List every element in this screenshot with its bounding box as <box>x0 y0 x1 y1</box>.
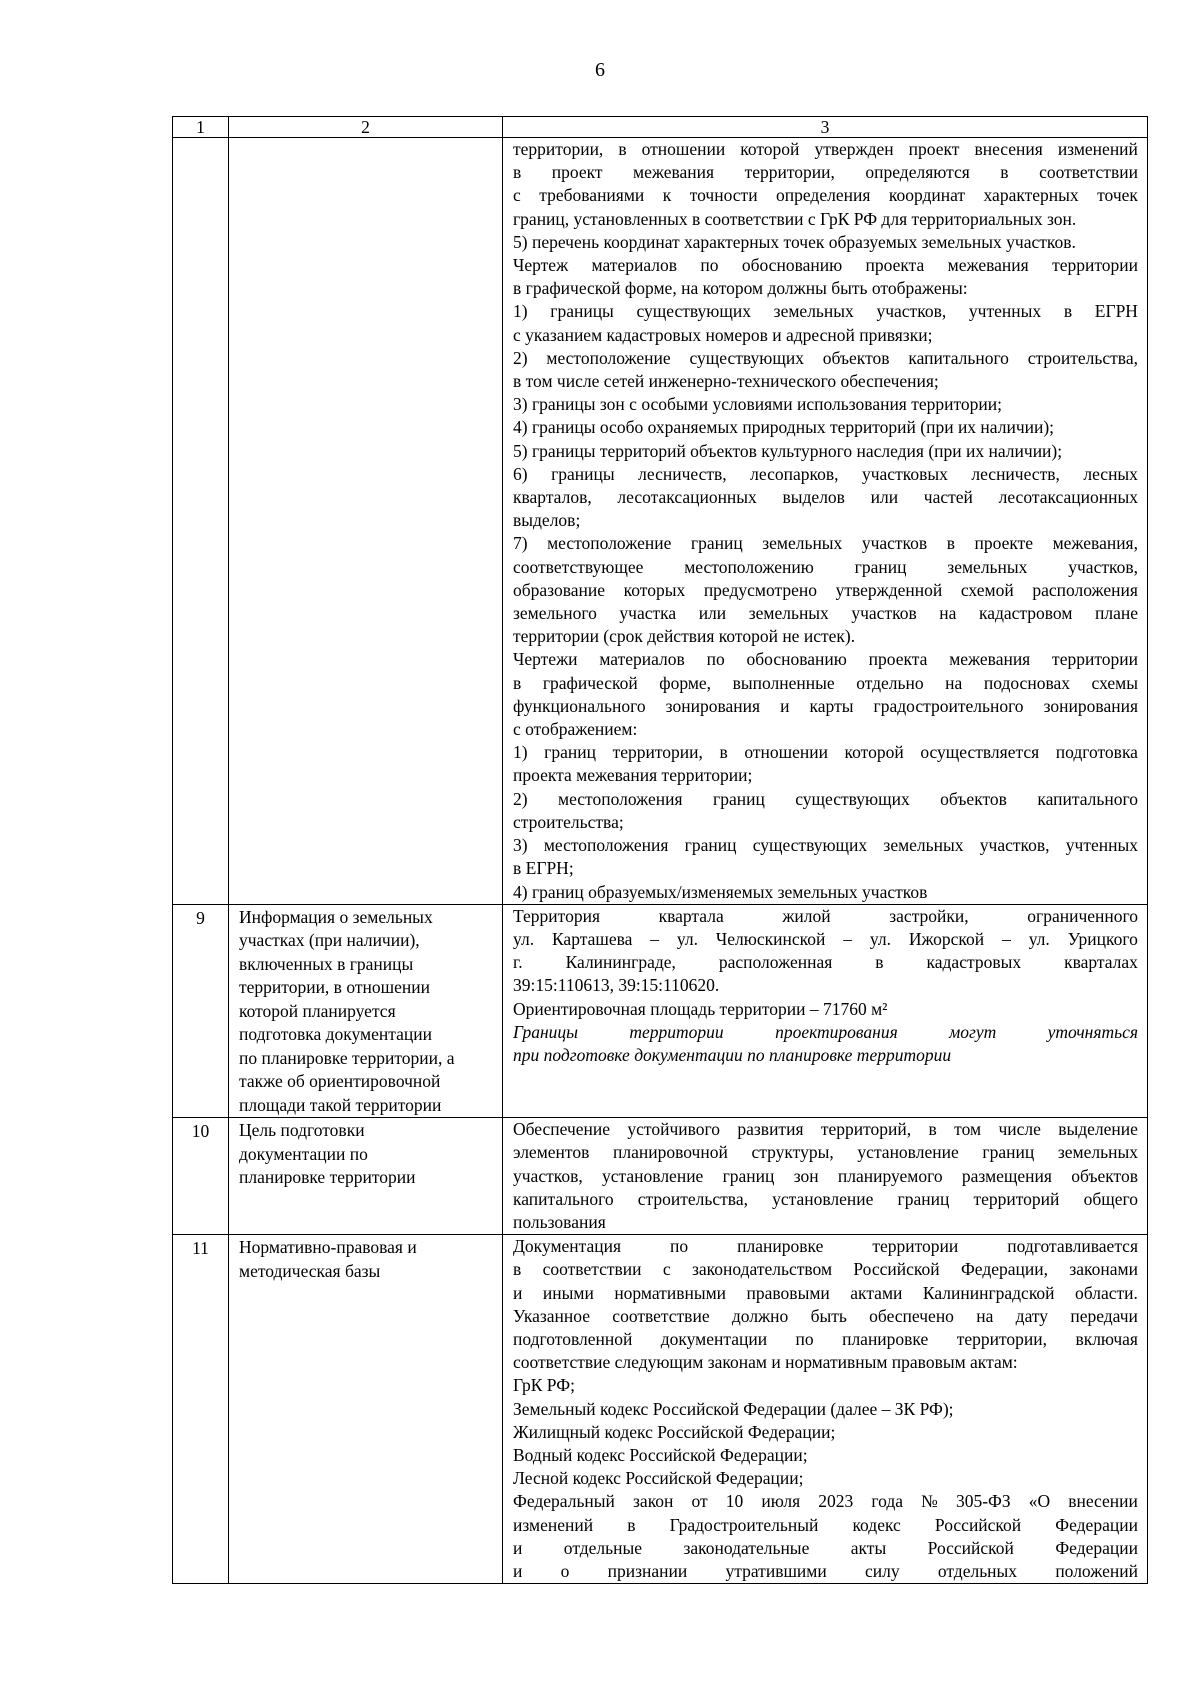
table-row <box>173 1235 1148 1584</box>
content-line: выделов; <box>513 510 581 531</box>
content-line: соответствующее местоположению границ земельных участков, <box>513 556 1138 577</box>
content-line: пользования <box>513 1212 606 1233</box>
content-line: в проект межевания территории, определяются в соответствии <box>513 162 1138 183</box>
table-row <box>173 904 1148 1118</box>
header-col-2: 2 <box>229 117 503 138</box>
content-line: 3) местоположения границ существующих земельных участков, учтенных <box>513 835 1138 856</box>
content-line: Чертежи материалов по обоснованию проекта межевания территории <box>513 649 1138 670</box>
content-line: Водный кодекс Российской Федерации; <box>513 1445 808 1466</box>
row-content-cell <box>503 138 1148 905</box>
row-name-line: документации по <box>239 1143 368 1164</box>
content-line: с отображением: <box>513 719 638 740</box>
content-line: образование которых предусмотрено утвержденной схемой расположения <box>513 579 1138 600</box>
row-name-cell <box>229 1235 503 1584</box>
content-line: в соответствии с законодательством Российской Федерации, законами <box>513 1259 1138 1280</box>
row-name-line: которой планируется <box>239 1000 396 1021</box>
content-line: 39:15:110613, 39:15:110620. <box>513 975 720 996</box>
content-line: Обеспечение устойчивого развития территорий, в том числе выделение <box>513 1119 1138 1140</box>
content-line: 4) границ образуемых/изменяемых земельных участков <box>513 881 928 902</box>
content-line: с требованиями к точности определения координат характерных точек <box>513 185 1138 206</box>
content-line: территории (срок действия которой не истек). <box>513 626 856 647</box>
content-line: г. Калининграде, расположенная в кадастровых кварталах <box>513 952 1138 973</box>
content-line: 2) местоположение существующих объектов капитального строительства, <box>513 347 1138 368</box>
content-line: элементов планировочной структуры, установление границ земельных <box>513 1142 1138 1163</box>
content-line: 5) границы территорий объектов культурного наследия (при их наличии); <box>513 440 1063 461</box>
content-line: Территория квартала жилой застройки, ограниченного <box>513 905 1138 926</box>
content-line: изменений в Градостроительный кодекс Российской Федерации <box>513 1514 1138 1535</box>
content-line: ул. Карташева – ул. Челюскинской – ул. Ижорской – ул. Урицкого <box>513 928 1138 949</box>
content-line: проекта межевания территории; <box>513 765 753 786</box>
content-line: 2) местоположения границ существующих объектов капитального <box>513 788 1138 809</box>
header-col-3: 3 <box>503 117 1148 138</box>
content-line: 1) границ территории, в отношении которой осуществляется подготовка <box>513 742 1138 763</box>
row-number-cell <box>173 138 229 905</box>
header-col-1: 1 <box>173 117 229 138</box>
content-line: Лесной кодекс Российской Федерации; <box>513 1468 804 1489</box>
row-number-cell: 10 <box>173 1118 229 1235</box>
content-line: Жилищный кодекс Российской Федерации; <box>513 1421 836 1442</box>
content-line: Чертеж материалов по обоснованию проекта межевания территории <box>513 255 1138 276</box>
content-line: границ, установленных в соответствии с ГрК РФ для территориальных зон. <box>513 208 1077 229</box>
table-row <box>173 1118 1148 1235</box>
row-name-line: территории, в отношении <box>239 977 430 998</box>
row-content-cell <box>503 904 1148 1118</box>
content-line: 3) границы зон с особыми условиями использования территории; <box>513 394 1003 415</box>
row-name-line: Цель подготовки <box>239 1120 365 1141</box>
content-line: с указанием кадастровых номеров и адресной привязки; <box>513 324 933 345</box>
content-line: земельного участка или земельных участков на кадастровом плане <box>513 603 1138 624</box>
content-line: в ЕГРН; <box>513 858 574 879</box>
row-name-line: также об ориентировочной <box>239 1071 441 1092</box>
row-name-line: площади такой территории <box>239 1094 442 1115</box>
content-line: 6) границы лесничеств, лесопарков, участковых лесничеств, лесных <box>513 463 1138 484</box>
content-line: при подготовке документации по планировке территории <box>513 1044 952 1065</box>
content-line: ГрК РФ; <box>513 1375 575 1396</box>
row-name-line: включенных в границы <box>239 953 414 974</box>
content-line: подготовленной документации по планировке территории, включая <box>513 1329 1138 1350</box>
content-line: в графической форме, выполненные отдельно на подосновах схемы <box>513 672 1138 693</box>
row-number-cell: 9 <box>173 904 229 1118</box>
page-number: 6 <box>595 59 605 81</box>
row-name-cell <box>229 904 503 1118</box>
document-table <box>172 116 1148 1584</box>
content-line: Указанное соответствие должно быть обеспечено на дату передачи <box>513 1305 1138 1326</box>
content-line: Границы территории проектирования могут уточняться <box>513 1021 1138 1042</box>
row-name-line: участках (при наличии), <box>239 930 420 951</box>
content-line: и о признании утратившими силу отдельных положений <box>513 1561 1138 1582</box>
row-name-line: подготовка документации <box>239 1024 432 1045</box>
table-row <box>173 138 1148 905</box>
content-line: Федеральный закон от 10 июля 2023 года № 305-ФЗ «О внесении <box>513 1491 1138 1512</box>
content-line: Ориентировочная площадь территории – 71760 м² <box>513 998 888 1019</box>
content-line: территории, в отношении которой утвержден проект внесения изменений <box>513 139 1138 159</box>
row-name-cell <box>229 1118 503 1235</box>
row-content-cell <box>503 1118 1148 1235</box>
content-line: 4) границы особо охраняемых природных территорий (при их наличии); <box>513 417 1055 438</box>
content-line: и отдельные законодательные акты Российской Федерации <box>513 1537 1138 1558</box>
content-line: Земельный кодекс Российской Федерации (далее – ЗК РФ); <box>513 1398 954 1419</box>
content-line: функционального зонирования и карты градостроительного зонирования <box>513 695 1138 716</box>
row-name-line: по планировке территории, а <box>239 1047 455 1068</box>
row-number-cell: 11 <box>173 1235 229 1584</box>
content-line: капитального строительства, установление границ территорий общего <box>513 1188 1138 1209</box>
row-name-cell <box>229 138 503 905</box>
row-content-cell <box>503 1235 1148 1584</box>
row-name-line: планировке территории <box>239 1167 416 1188</box>
content-line: Документация по планировке территории подготавливается <box>513 1236 1138 1257</box>
content-line: 1) границы существующих земельных участков, учтенных в ЕГРН <box>513 301 1138 322</box>
row-name-line: методическая базы <box>239 1260 381 1281</box>
content-line: участков, установление границ зон планируемого размещения объектов <box>513 1165 1138 1186</box>
row-name-line: Нормативно-правовая и <box>239 1237 417 1258</box>
table-header-row <box>173 117 1148 138</box>
content-line: 5) перечень координат характерных точек образуемых земельных участков. <box>513 231 1076 252</box>
content-line: 7) местоположение границ земельных участков в проекте межевания, <box>513 533 1138 554</box>
content-line: в графической форме, на котором должны быть отображены: <box>513 278 968 299</box>
content-line: кварталов, лесотаксационных выделов или частей лесотаксационных <box>513 487 1138 508</box>
content-line: строительства; <box>513 811 624 832</box>
row-name-line: Информация о земельных <box>239 906 433 927</box>
content-line: соответствие следующим законам и нормативным правовым актам: <box>513 1352 1018 1373</box>
content-line: и иными нормативными правовыми актами Калининградской области. <box>513 1282 1138 1303</box>
content-line: в том числе сетей инженерно-технического обеспечения; <box>513 371 939 392</box>
